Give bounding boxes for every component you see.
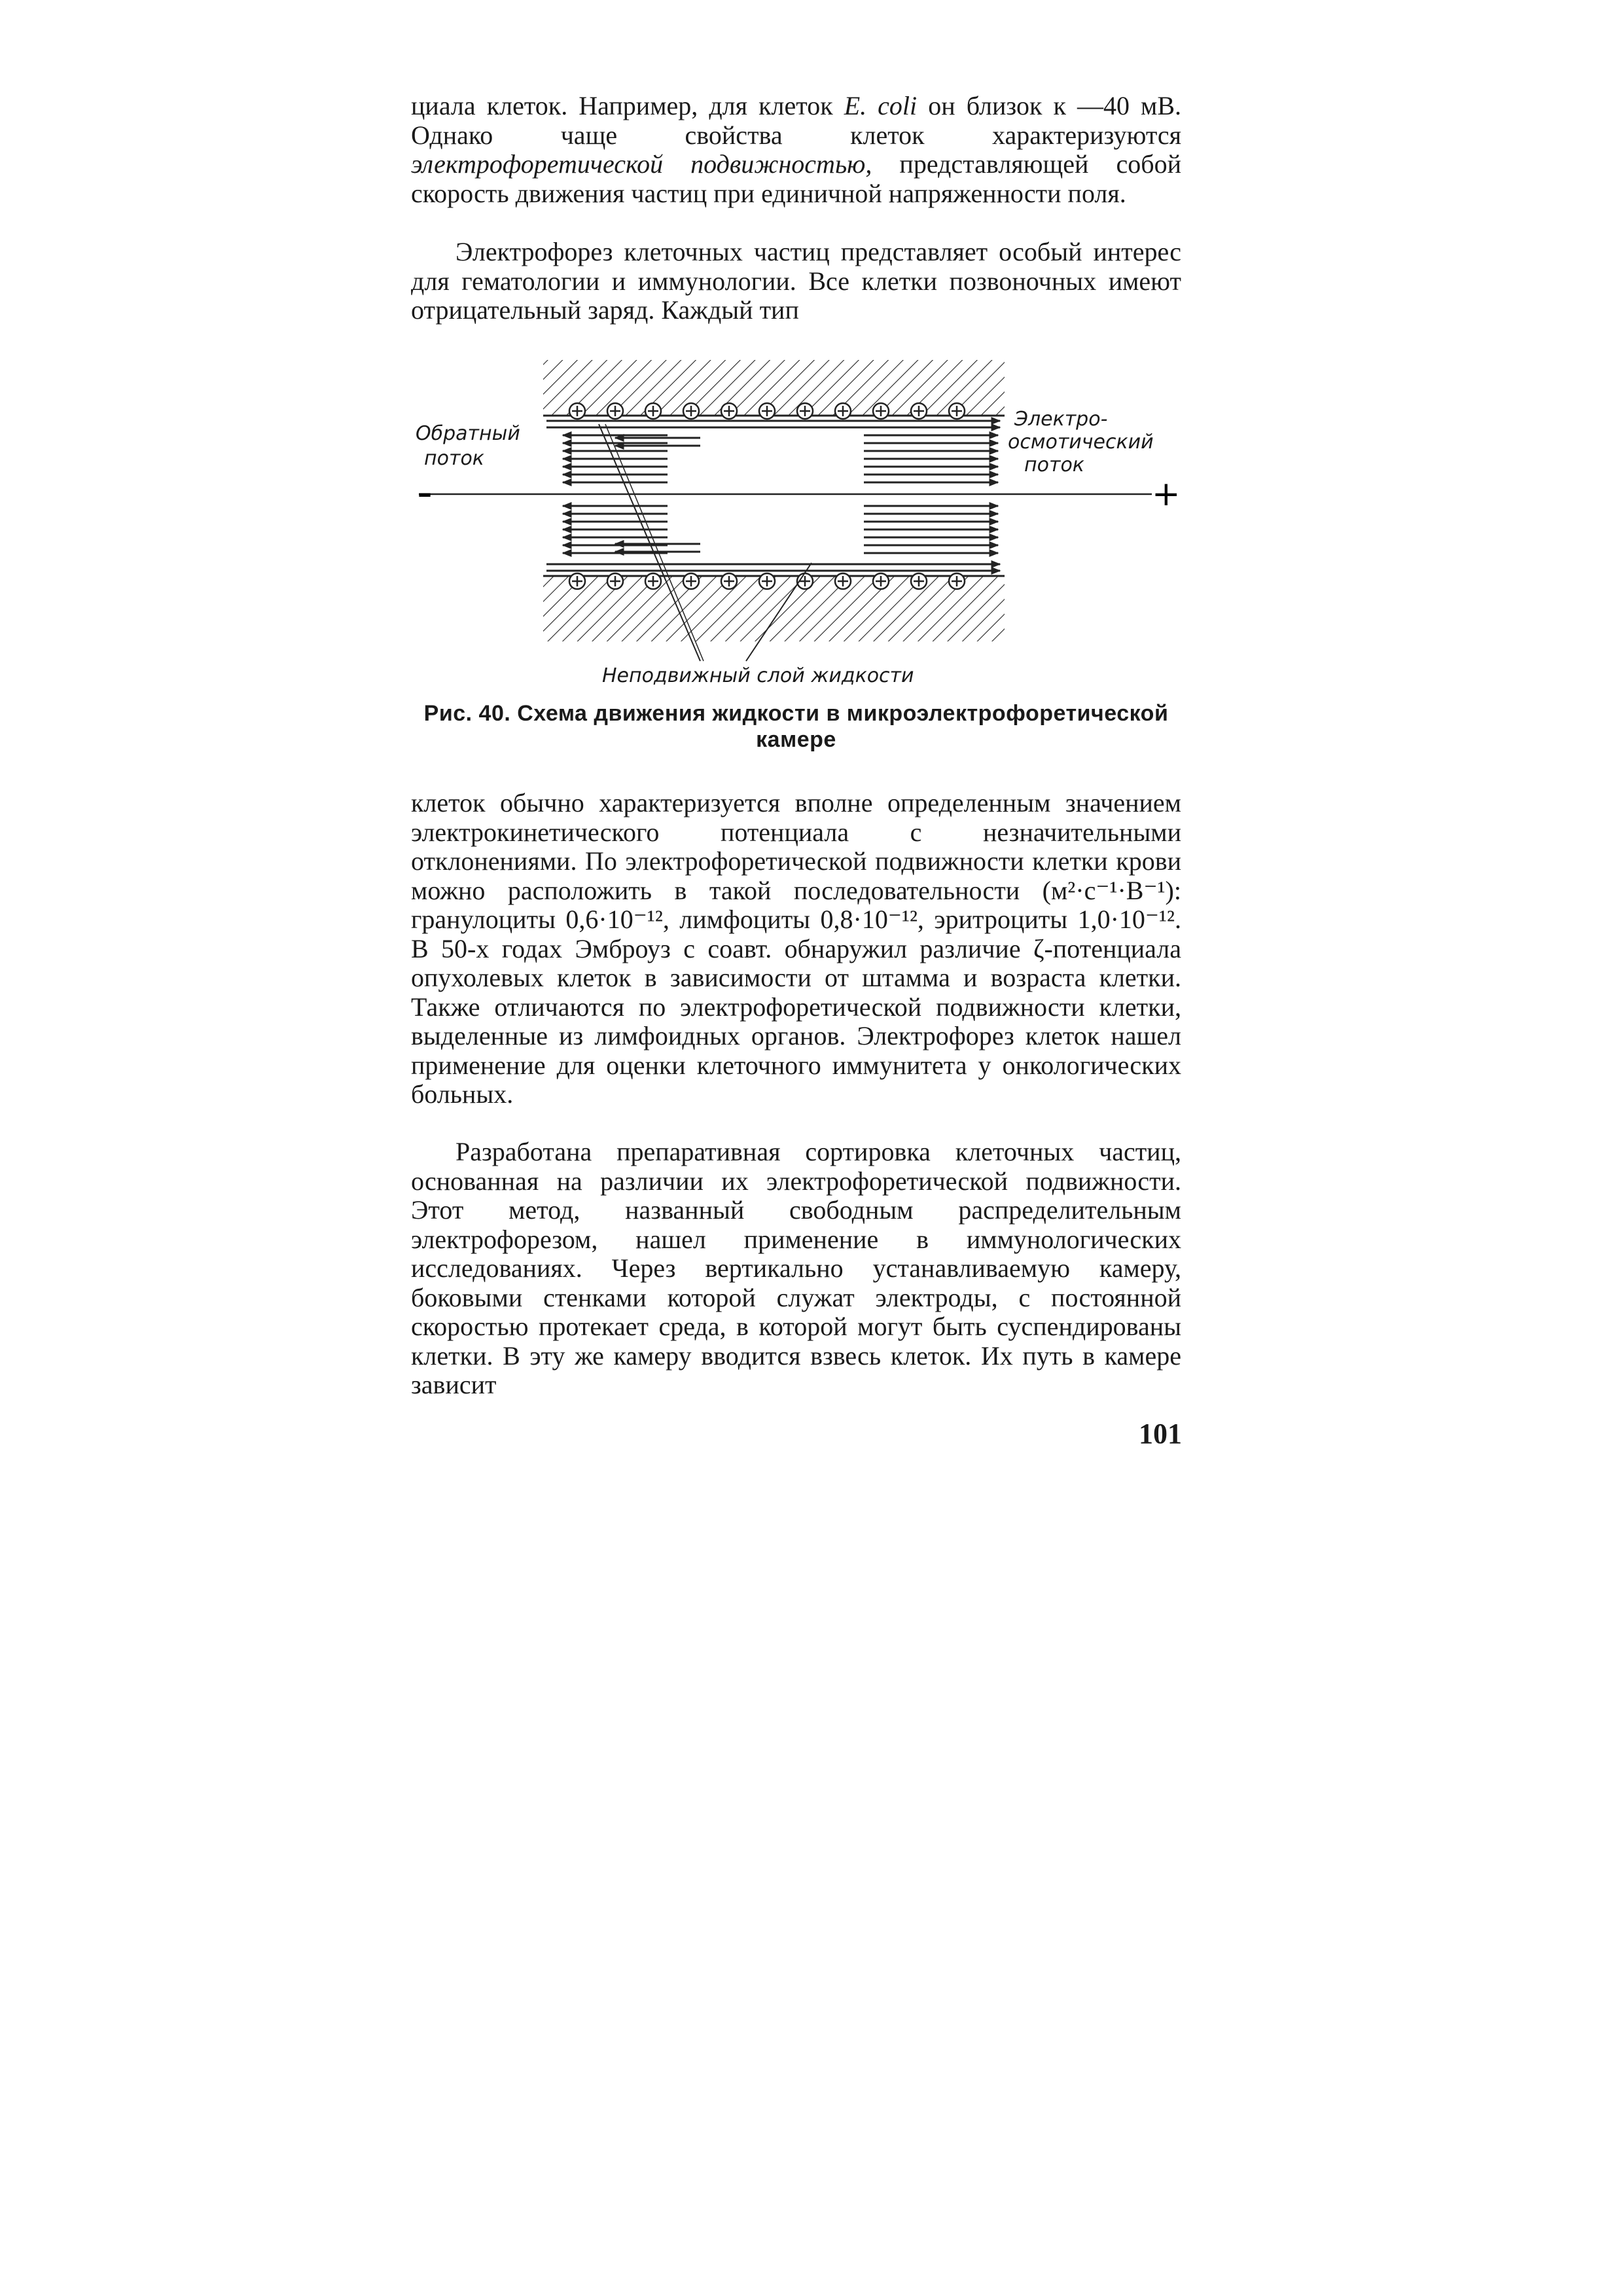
figure-caption bbox=[411, 700, 1181, 753]
charge-bottom bbox=[683, 573, 699, 589]
charge-top bbox=[645, 403, 661, 419]
charge-top bbox=[759, 403, 775, 419]
paragraph-2: Электрофорез клеточных частиц представляет особый интерес для гематологии и иммунологии. Все клетки позвоночных имеют отрицательный заряд. Каждый тип bbox=[411, 237, 1181, 325]
charge-bottom bbox=[949, 573, 965, 589]
paragraph-1 bbox=[411, 92, 1181, 208]
charge-bottom bbox=[873, 573, 889, 589]
label-eo-flow-3: поток bbox=[1024, 454, 1084, 476]
p1-emphasis: электрофоретической подвижностью, bbox=[411, 149, 872, 179]
charge-bottom bbox=[645, 573, 661, 589]
page-number: 101 bbox=[1139, 1418, 1182, 1450]
label-reverse-flow-1: Обратный bbox=[416, 422, 520, 445]
label-eo-flow-2: осмотический bbox=[1008, 431, 1154, 454]
charge-bottom bbox=[759, 573, 775, 589]
charge-bottom bbox=[835, 573, 851, 589]
label-reverse-flow-2: поток bbox=[424, 447, 484, 470]
charge-top bbox=[569, 403, 585, 419]
minus-sign: – bbox=[418, 476, 432, 510]
charge-top bbox=[683, 403, 699, 419]
p1-text-a: циала клеток. Например, для клеток bbox=[411, 91, 844, 120]
charge-top bbox=[911, 403, 927, 419]
p1-text-b: он близок к —40 мВ. Однако чаще свойства клеток характеризуются bbox=[411, 91, 1182, 150]
charge-bottom bbox=[607, 573, 623, 589]
caption-line-2: камере bbox=[756, 727, 836, 752]
charge-top bbox=[835, 403, 851, 419]
charge-top bbox=[873, 403, 889, 419]
p1-text-c: представляющей собой скорость движения частиц при единичной напряженности поля. bbox=[411, 149, 1181, 208]
flow-arrows bbox=[546, 421, 1000, 571]
charge-bottom bbox=[721, 573, 737, 589]
label-fixed-layer: Неподвижный слой жидкости bbox=[602, 664, 914, 687]
p1-ecoli: E. coli bbox=[844, 91, 918, 120]
plus-sign: + bbox=[1152, 475, 1181, 514]
charge-bottom bbox=[569, 573, 585, 589]
charge-top bbox=[949, 403, 965, 419]
caption-line-1: Рис. 40. Схема движения жидкости в микроэлектрофоретической bbox=[423, 701, 1169, 726]
charge-top bbox=[797, 403, 813, 419]
paragraph-4: Разработана препаративная сортировка клеточных частиц, основанная на различии их электрофоретической подвижности. Этот метод, названный свободным распределительным электрофорезом, нашел применение в иммунологических исследованиях. Через вертикально устанавливаемую камеру, боковыми стенками которой служат электроды, с постоянной скоростью протекает среда, в которой могут быть суспендированы клетки. В эту же камеру вводится взвесь клеток. Их путь в камере зависит bbox=[411, 1137, 1181, 1399]
figure-40-diagram bbox=[406, 353, 1217, 707]
charge-bottom bbox=[911, 573, 927, 589]
charge-top bbox=[721, 403, 737, 419]
electrophoresis-chamber-svg bbox=[406, 353, 1217, 707]
paragraph-3: клеток обычно характеризуется вполне определенным значением электрокинетического потенциала с незначительными отклонениями. По электрофоретической подвижности клетки крови можно расположить в такой последовательности (м²·с⁻¹·В⁻¹): гранулоциты 0,6·10⁻¹², лимфоциты 0,8·10⁻¹², эритроциты 1,0·10⁻¹². В 50-х годах Эмброуз с соавт. обнаружил различие ζ-потенциала опухолевых клеток в зависимости от штамма и возраста клетки. Также отличаются по электрофоретической подвижности клетки, выделенные из лимфоидных органов. Электрофорез клеток нашел применение для оценки клеточного иммунитета у онкологических больных. bbox=[411, 788, 1181, 1109]
label-eo-flow-1: Электро- bbox=[1014, 408, 1108, 431]
charge-top bbox=[607, 403, 623, 419]
